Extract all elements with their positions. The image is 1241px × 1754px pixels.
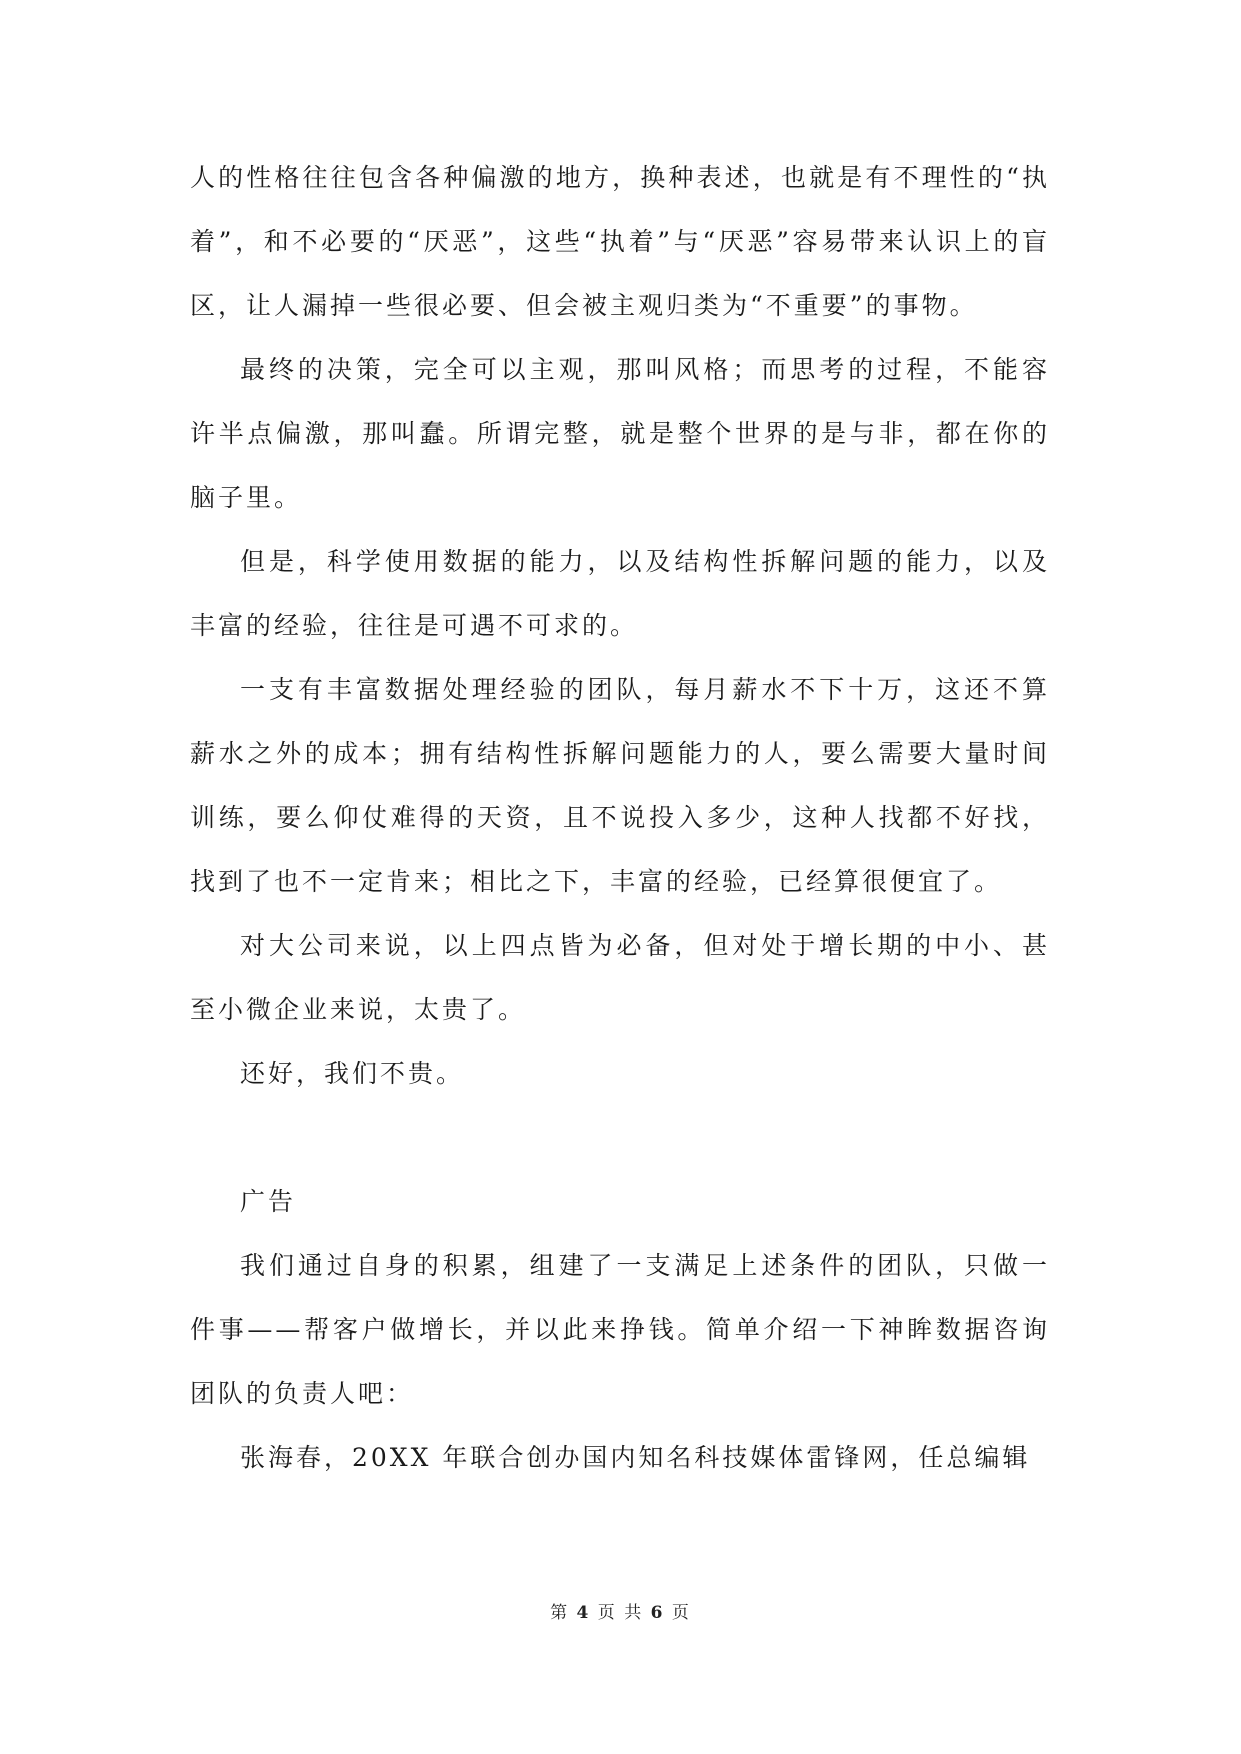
footer-prefix: 第 [550, 1603, 570, 1623]
footer-middle: 页 共 [597, 1603, 644, 1623]
total-page-count: 6 [650, 1603, 665, 1623]
paragraph: 但是，科学使用数据的能力，以及结构性拆解问题的能力，以及丰富的经验，往往是可遇不可求的。 [190, 547, 1050, 640]
footer-suffix: 页 [671, 1603, 691, 1623]
body-text [190, 146, 1050, 1490]
paragraph: 张海春，20XX 年联合创办国内知名科技媒体雷锋网，任总编辑 [240, 1443, 1031, 1472]
paragraph: 对大公司来说，以上四点皆为必备，但对处于增长期的中小、甚至小微企业来说，太贵了。 [190, 931, 1050, 1024]
current-page-number: 4 [576, 1603, 591, 1623]
page-footer [0, 1598, 1241, 1623]
paragraph: 我们通过自身的积累，组建了一支满足上述条件的团队，只做一件事——帮客户做增长，并以此来挣钱。简单介绍一下神眸数据咨询团队的负责人吧： [190, 1251, 1050, 1408]
paragraph: 人的性格往往包含各种偏激的地方，换种表述，也就是有不理性的“执着”，和不必要的“厌恶”，这些“执着”与“厌恶”容易带来认识上的盲区，让人漏掉一些很必要、但会被主观归类为“不重要”的事物。 [190, 163, 1050, 320]
ad-heading: 广告 [240, 1187, 297, 1216]
paragraph: 还好，我们不贵。 [240, 1059, 465, 1088]
paragraph: 一支有丰富数据处理经验的团队，每月薪水不下十万，这还不算薪水之外的成本；拥有结构性拆解问题能力的人，要么需要大量时间训练，要么仰仗难得的天资，且不说投入多少，这种人找都不好找，找到了也不一定肯来；相比之下，丰富的经验，已经算很便宜了。 [190, 675, 1050, 896]
paragraph: 最终的决策，完全可以主观，那叫风格；而思考的过程，不能容许半点偏激，那叫蠢。所谓完整，就是整个世界的是与非，都在你的脑子里。 [190, 355, 1050, 512]
